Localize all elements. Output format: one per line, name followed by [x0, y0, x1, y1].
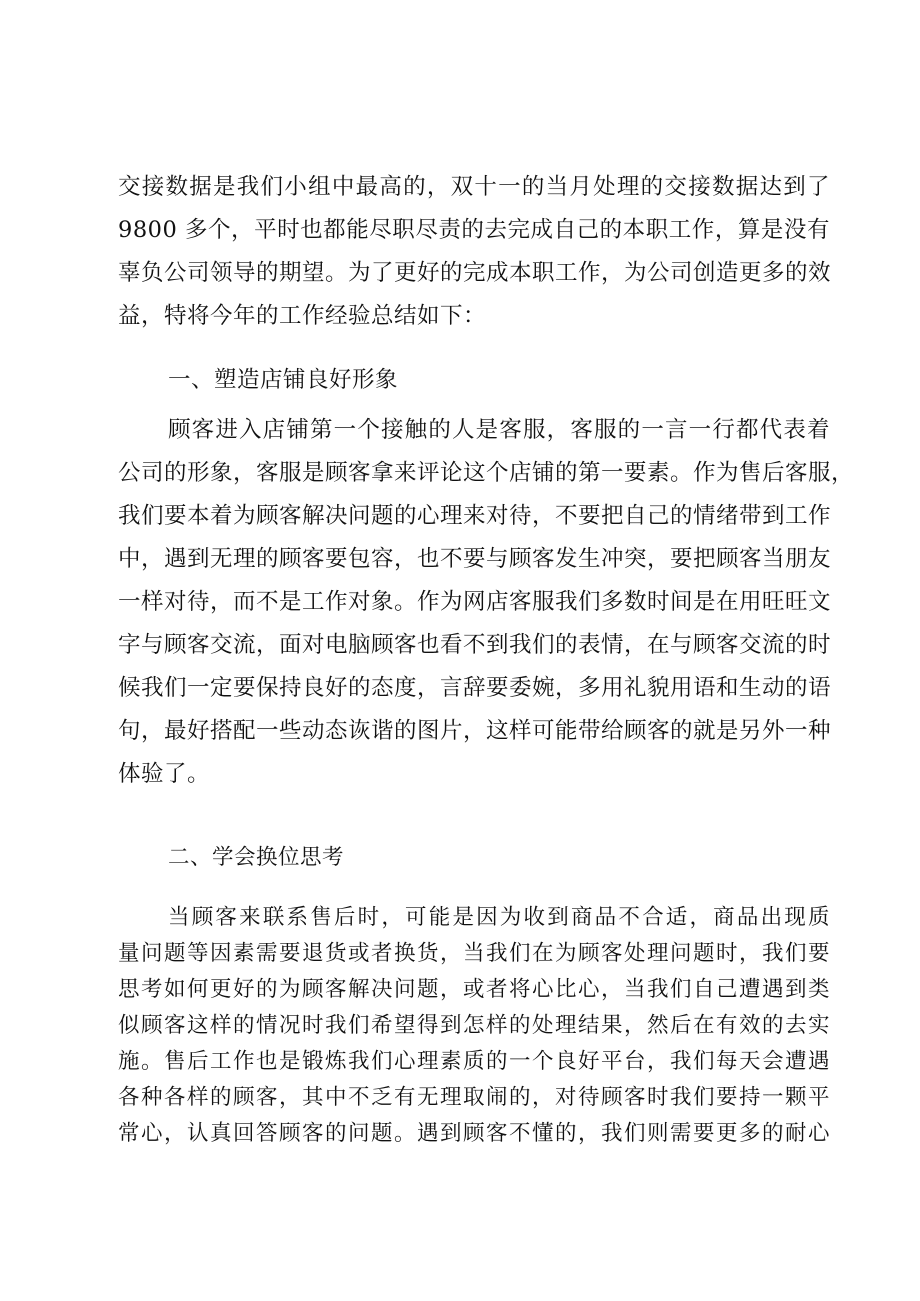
section1-line-6: 字与顾客交流，面对电脑顾客也看不到我们的表情，在与顾客交流的时: [118, 632, 832, 658]
intro-line-2: 9800 多个，平时也都能尽职尽责的去完成自己的本职工作，算是没有: [118, 217, 830, 243]
intro-line-4: 益，特将今年的工作经验总结如下：: [118, 303, 487, 329]
section1-line-8: 句，最好搭配一些动态诙谐的图片，这样可能带给顾客的就是另外一种: [118, 718, 832, 744]
section1-line-2: 公司的形象，客服是顾客拿来评论这个店铺的第一要素。作为售后客服，: [118, 460, 855, 486]
section1-line-5: 一样对待，而不是工作对象。作为网店客服我们多数时间是在用旺旺文: [118, 589, 832, 615]
intro-line-1: 交接数据是我们小组中最高的，双十一的当月处理的交接数据达到了: [118, 174, 830, 200]
section2-line-1: 当顾客来联系售后时，可能是因为收到商品不合适，商品出现质: [168, 905, 830, 930]
section1-heading: 一、塑造店铺良好形象: [168, 367, 399, 393]
section2-line-2: 量问题等因素需要退货或者换货，当我们在为顾客处理问题时，我们要: [118, 941, 830, 966]
section1-line-9: 体验了。: [118, 761, 211, 787]
intro-line-3: 辜负公司领导的期望。为了更好的完成本职工作，为公司创造更多的效: [118, 260, 832, 286]
section1-line-3: 我们要本着为顾客解决问题的心理来对待，不要把自己的情绪带到工作: [118, 503, 832, 529]
section1-line-4: 中，遇到无理的顾客要包容，也不要与顾客发生冲突，要把顾客当朋友: [118, 546, 832, 572]
section2-line-6: 各种各样的顾客，其中不乏有无理取闹的，对待顾客时我们要持一颗平: [118, 1085, 830, 1110]
section2-line-7: 常心，认真回答顾客的问题。遇到顾客不懂的，我们则需要更多的耐心: [118, 1121, 830, 1146]
section2-line-4: 似顾客这样的情况时我们希望得到怎样的处理结果，然后在有效的去实: [118, 1013, 830, 1038]
section1-line-1: 顾客进入店铺第一个接触的人是客服，客服的一言一行都代表着: [168, 417, 830, 443]
section1-line-7: 候我们一定要保持良好的态度，言辞要委婉，多用礼貌用语和生动的语: [118, 675, 832, 701]
section2-line-3: 思考如何更好的为顾客解决问题，或者将心比心，当我们自己遭遇到类: [118, 977, 830, 1002]
section2-line-5: 施。售后工作也是锻炼我们心理素质的一个良好平台，我们每天会遭遇: [118, 1049, 830, 1074]
section2-heading: 二、学会换位思考: [168, 845, 345, 870]
